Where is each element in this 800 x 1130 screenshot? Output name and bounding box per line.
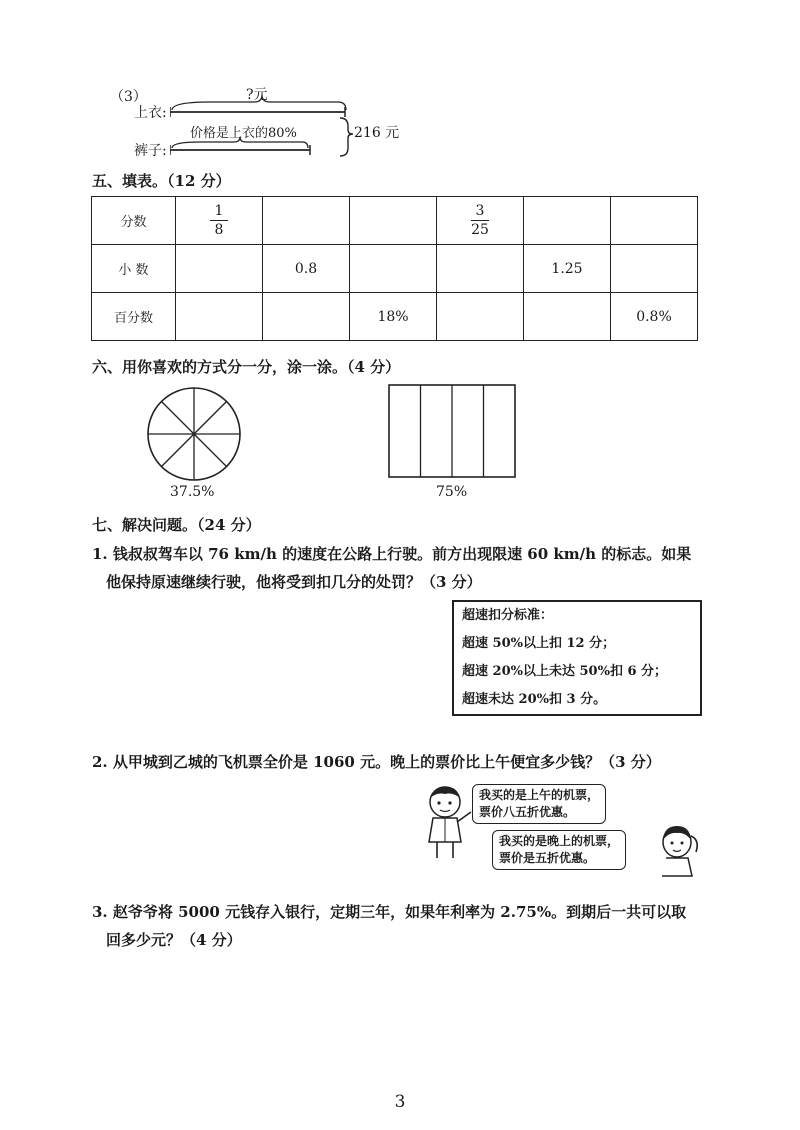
shirt-price-unknown: ?元 bbox=[246, 87, 268, 103]
table-cell[interactable] bbox=[263, 197, 350, 245]
segment-diagram bbox=[170, 92, 355, 162]
table-cell[interactable] bbox=[176, 245, 263, 293]
fraction-value bbox=[210, 203, 228, 238]
denominator: 8 bbox=[214, 222, 224, 238]
section5-title: 五、填表。（12 分） bbox=[92, 172, 231, 190]
label-pants: 裤子: bbox=[134, 143, 167, 159]
rule-line: 超速 20%以上未达 50%扣 6 分； bbox=[462, 664, 668, 679]
table-cell[interactable] bbox=[437, 197, 524, 245]
fill-table bbox=[91, 196, 698, 341]
question-3-line2: 回多少元？（4 分） bbox=[106, 931, 242, 949]
section6-title: 六、用你喜欢的方式分一分，涂一涂。（4 分） bbox=[92, 358, 401, 376]
table-cell[interactable] bbox=[263, 293, 350, 341]
section7-title: 七、解决问题。（24 分） bbox=[92, 516, 261, 534]
part-number: （3） bbox=[110, 89, 147, 105]
table-cell[interactable] bbox=[437, 293, 524, 341]
table-row-percent bbox=[92, 293, 698, 341]
boy-speech-bubble bbox=[472, 784, 606, 824]
numerator: 1 bbox=[214, 203, 224, 219]
fraction-value bbox=[471, 203, 489, 238]
table-cell[interactable] bbox=[176, 197, 263, 245]
rect-label: 75% bbox=[436, 484, 468, 500]
total-price: 216 元 bbox=[354, 125, 400, 141]
rule-line: 超速扣分标准： bbox=[462, 608, 554, 623]
circle-label: 37.5% bbox=[170, 484, 215, 500]
table-cell[interactable] bbox=[350, 197, 437, 245]
rule-line: 超速 50%以上扣 12 分； bbox=[462, 636, 616, 651]
page-number: 3 bbox=[394, 1092, 406, 1112]
table-cell[interactable]: 1.25 bbox=[524, 245, 611, 293]
table-cell[interactable] bbox=[611, 197, 698, 245]
table-cell[interactable] bbox=[437, 245, 524, 293]
denominator: 25 bbox=[471, 222, 489, 238]
bubble-line: 票价八五折优惠。 bbox=[479, 805, 576, 819]
table-cell[interactable] bbox=[176, 293, 263, 341]
pants-price-note: 价格是上衣的80% bbox=[190, 126, 297, 141]
rule-line: 超速未达 20%扣 3 分。 bbox=[462, 692, 607, 707]
bubble-line: 我买的是晚上的机票， bbox=[499, 834, 620, 848]
question-1-line2: 他保持原速继续行驶，他将受到扣几分的处罚？（3 分） bbox=[106, 573, 482, 591]
row-head-percent: 百分数 bbox=[92, 293, 176, 341]
penalty-rules-box bbox=[452, 600, 702, 716]
bubble-line: 我买的是上午的机票， bbox=[479, 788, 600, 802]
table-cell[interactable] bbox=[524, 197, 611, 245]
question-2-line1: 2. 从甲城到乙城的飞机票全价是 1060 元。晚上的票价比上午便宜多少钱？（3 分） bbox=[92, 753, 661, 771]
label-shirt: 上衣: bbox=[134, 105, 167, 121]
row-head-fraction: 分数 bbox=[92, 197, 176, 245]
girl-speech-bubble bbox=[492, 830, 626, 870]
table-row-decimal bbox=[92, 245, 698, 293]
question-1-line1: 1. 钱叔叔驾车以 76 km/h 的速度在公路上行驶。前方出现限速 60 km/h 的标志。如果 bbox=[92, 545, 692, 563]
table-cell[interactable] bbox=[350, 245, 437, 293]
table-cell[interactable]: 18% bbox=[350, 293, 437, 341]
question-3-line1: 3. 赵爷爷将 5000 元钱存入银行，定期三年，如果年利率为 2.75%。到期后一共可以取 bbox=[92, 903, 687, 921]
girl-illustration-icon bbox=[652, 820, 702, 878]
table-cell[interactable] bbox=[524, 293, 611, 341]
divided-circle[interactable] bbox=[144, 384, 244, 484]
row-head-decimal: 小 数 bbox=[92, 245, 176, 293]
numerator: 3 bbox=[475, 203, 485, 219]
table-cell[interactable]: 0.8% bbox=[611, 293, 698, 341]
table-cell[interactable]: 0.8 bbox=[263, 245, 350, 293]
table-row-fraction bbox=[92, 197, 698, 245]
table-cell[interactable] bbox=[611, 245, 698, 293]
bubble-line: 票价是五折优惠。 bbox=[499, 851, 596, 865]
divided-rectangle[interactable] bbox=[388, 384, 518, 479]
boy-illustration-icon bbox=[415, 784, 475, 860]
